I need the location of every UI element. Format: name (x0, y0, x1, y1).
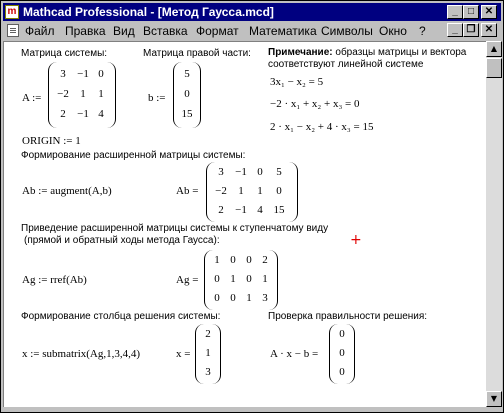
note-rest: образцы матрицы и вектора (335, 47, 467, 58)
matrix-cell: −1 (77, 68, 89, 80)
label-form-solution: Формирование столбца решения системы: (21, 311, 221, 322)
worksheet[interactable] (3, 41, 486, 407)
Ag-definition[interactable]: Ag := rref(Ab) (22, 274, 87, 286)
vertical-scrollbar[interactable] (486, 41, 502, 407)
window-title: Mathcad Professional - [Метод Гаусса.mcd] (23, 5, 274, 19)
matrix-cell: 3 (218, 166, 224, 178)
menu-format[interactable]: Формат (196, 24, 239, 38)
matrix-Ag[interactable] (204, 250, 278, 310)
matrix-cell: −1 (235, 204, 247, 216)
matrix-cell: 1 (98, 88, 104, 100)
menu-insert[interactable]: Вставка (143, 24, 188, 38)
b-definition[interactable]: b := (148, 92, 166, 104)
insertion-cursor-icon: + (350, 232, 362, 248)
doc-restore-button[interactable]: ❐ (463, 23, 479, 37)
matrix-cell: −1 (235, 166, 247, 178)
vector-x[interactable] (195, 324, 221, 384)
matrix-cell: 1 (246, 292, 252, 304)
matrix-cell: 1 (257, 185, 263, 197)
equation-1[interactable]: 3x₁ − x₂ = 5 (270, 76, 324, 88)
matrix-cell: 1 (238, 185, 244, 197)
label-matrix-rhs: Матрица правой части: (143, 48, 251, 59)
maximize-button[interactable]: □ (463, 5, 479, 19)
matrix-cell: 4 (98, 108, 104, 120)
matrix-cell: 3 (60, 68, 66, 80)
x-evaluation[interactable]: x = (176, 348, 191, 360)
matrix-cell: 0 (246, 273, 252, 285)
label-form-extended: Формирование расширенной матрицы системы: (21, 150, 246, 161)
doc-close-button[interactable]: ✕ (481, 23, 497, 37)
note-line2: соответствуют линейной системе (268, 59, 424, 70)
menu-view[interactable]: Вид (113, 24, 135, 38)
matrix-cell: 15 (273, 204, 285, 216)
matrix-cell: −1 (77, 108, 89, 120)
menu-bar (3, 22, 501, 40)
menu-window[interactable]: Окно (379, 24, 407, 38)
A-definition[interactable]: A := (22, 92, 42, 104)
equation-3[interactable]: 2 · x₁ − x₂ + 4 · x₃ = 15 (270, 121, 374, 133)
matrix-cell: 1 (205, 347, 211, 359)
label-reduce-2: (прямой и обратный ходы метода Гаусса): (24, 235, 220, 246)
matrix-Ab[interactable] (206, 162, 298, 222)
document-icon[interactable] (7, 24, 19, 37)
note-text (268, 47, 466, 58)
matrix-cell: 4 (257, 204, 263, 216)
matrix-cell: 0 (246, 254, 252, 266)
matrix-cell: 0 (257, 166, 263, 178)
scroll-up-arrow-icon[interactable]: ▲ (486, 41, 502, 57)
matrix-cell: 1 (214, 254, 220, 266)
Ab-definition[interactable]: Ab := augment(A,b) (22, 185, 112, 197)
note-bold: Примечание: (268, 47, 333, 58)
minimize-button[interactable]: _ (447, 5, 463, 19)
Ab-evaluation[interactable]: Ab = (176, 185, 199, 197)
menu-file[interactable]: Файл (25, 24, 55, 38)
vector-residual[interactable] (329, 324, 355, 384)
matrix-cell: 5 (184, 68, 190, 80)
matrix-cell: 0 (214, 273, 220, 285)
matrix-cell: 0 (214, 292, 220, 304)
scroll-down-arrow-icon[interactable]: ▼ (486, 391, 502, 407)
matrix-cell: 0 (230, 254, 236, 266)
menu-edit[interactable]: Правка (65, 24, 106, 38)
vector-b[interactable] (173, 62, 201, 128)
matrix-cell: 1 (230, 273, 236, 285)
origin-definition[interactable]: ORIGIN := 1 (22, 135, 81, 147)
equation-2[interactable]: −2 · x₁ + x₂ + x₃ = 0 (270, 98, 360, 110)
close-button[interactable]: ✕ (481, 5, 497, 19)
x-definition[interactable]: x := submatrix(Ag,1,3,4,4) (22, 348, 141, 360)
matrix-cell: −2 (57, 88, 69, 100)
label-matrix-system: Матрица системы: (21, 48, 108, 59)
matrix-cell: 3 (205, 366, 211, 378)
matrix-cell: 0 (339, 347, 345, 359)
matrix-cell: 0 (98, 68, 104, 80)
check-evaluation[interactable]: A · x − b = (270, 348, 319, 360)
matrix-cell: 2 (60, 108, 66, 120)
matrix-cell: 1 (262, 273, 268, 285)
matrix-cell: 0 (339, 366, 345, 378)
matrix-cell: 2 (218, 204, 224, 216)
doc-minimize-button[interactable]: _ (447, 23, 463, 37)
label-reduce-1: Приведение расширенной матрицы системы к ступенчатому виду (21, 223, 329, 234)
menu-symbolics[interactable]: Символы (321, 24, 373, 38)
label-check: Проверка правильности решения: (268, 311, 428, 322)
matrix-cell: 2 (262, 254, 268, 266)
Ag-evaluation[interactable]: Ag = (176, 274, 199, 286)
matrix-A[interactable] (48, 62, 116, 128)
matrix-cell: 3 (262, 292, 268, 304)
matrix-cell: 2 (205, 328, 211, 340)
matrix-cell: 0 (339, 328, 345, 340)
menu-math[interactable]: Математика (249, 24, 317, 38)
mathcad-app-icon[interactable]: m (5, 5, 19, 19)
matrix-cell: 15 (181, 108, 193, 120)
matrix-cell: 1 (80, 88, 86, 100)
title-bar[interactable] (3, 3, 501, 21)
menu-help[interactable]: ? (419, 24, 426, 38)
matrix-cell: 5 (276, 166, 282, 178)
matrix-cell: −2 (215, 185, 227, 197)
matrix-cell: 0 (230, 292, 236, 304)
matrix-cell: 0 (184, 88, 190, 100)
scroll-thumb[interactable] (486, 58, 502, 78)
matrix-cell: 0 (276, 185, 282, 197)
